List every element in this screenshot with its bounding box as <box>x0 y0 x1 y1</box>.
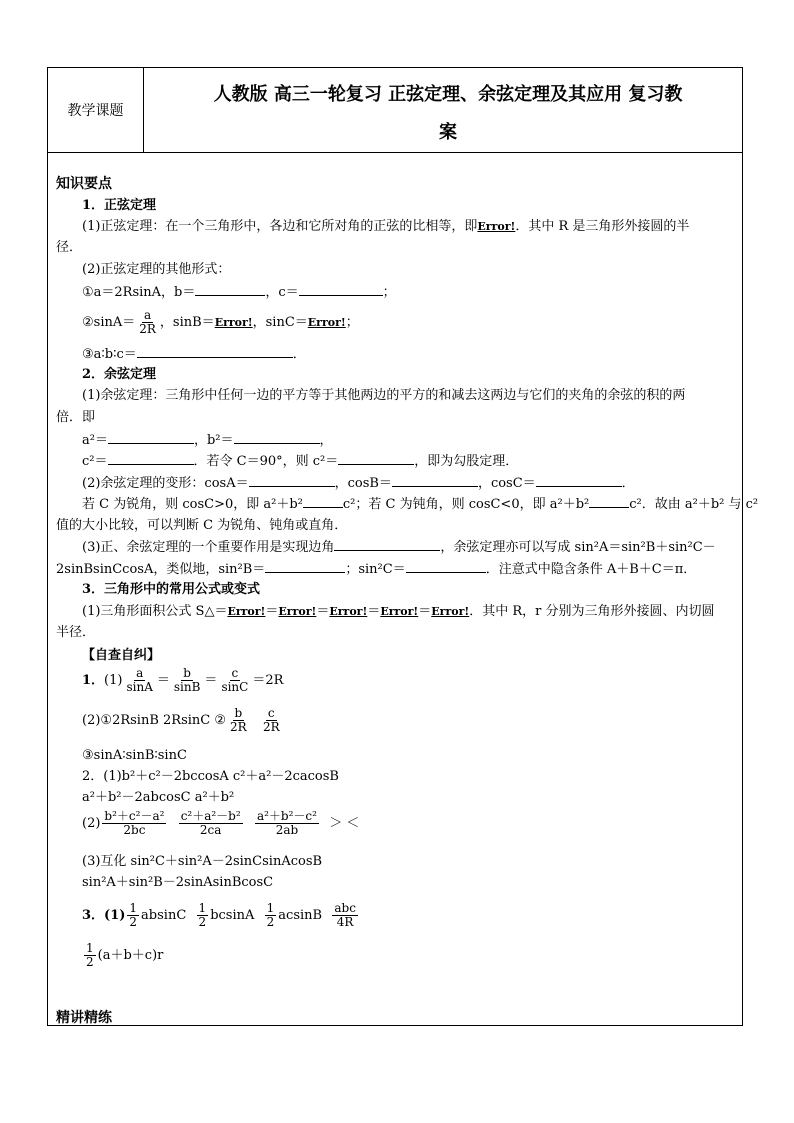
s1-line-2: 径． <box>56 240 83 255</box>
fraction: $\frac{1}{2}$ <box>198 901 207 929</box>
s2-line-7: 值的大小比较，可以判断 C 为锐角、钝角或直角． <box>56 518 348 533</box>
fraction: $\frac{\text{b²＋c²－a²}}{2bc}$ <box>104 809 165 837</box>
s1-line-3: (2)正弦定理的其他形式： <box>82 262 231 277</box>
fraction: $\frac{\text{a²＋b²－c²}}{2ab}$ <box>256 809 317 837</box>
blank <box>406 559 486 573</box>
s1-line-4: ①a＝2RsinA，b＝ ，c＝ ； <box>82 282 786 303</box>
s2-title: 2．余弦定理 <box>82 367 157 382</box>
fraction: $\frac{1}{2}$ <box>266 901 275 929</box>
blank <box>589 494 629 508</box>
s1-title: 1．正弦定理 <box>82 198 157 213</box>
s3-line-2: 半径． <box>56 625 96 640</box>
blank <box>303 494 343 508</box>
s3-line-1: (1)三角形面积公式 S△＝Error!＝Error!＝Error!＝Error!＝Error!．其中 R，r 分别为三角形外接圆、内切圆 <box>82 604 715 619</box>
blank <box>137 344 293 358</box>
blank <box>392 473 478 487</box>
blank <box>536 473 622 487</box>
answer-1-line-3: ③sinA∶sinB∶sinC <box>82 748 187 763</box>
s1-line-6: ③a∶b∶c＝ ． <box>82 344 786 365</box>
blank <box>265 559 345 573</box>
blank <box>195 282 265 296</box>
blank <box>334 537 440 551</box>
answer-1-line-2: (2)①2RsinB 2RsinC ② $\frac{b}{2R}$ $\frac{c}{2R}$ <box>82 706 280 734</box>
s2-line-6: 若 C 为锐角，则 cosC>0，即 a²＋b² c²；若 C 为钝角，则 cosC<0，即 a²＋b² c²．故由 a²＋b² 与 c² <box>82 494 786 515</box>
blank <box>299 282 383 296</box>
fraction: $\frac{1}{2}$ <box>86 941 94 969</box>
answer-1-line-1: 1．(1) $\frac{a}{\sin A}$ ＝ $\frac{b}{\sin B}$ ＝ $\frac{c}{\sin C}$ ＝2R <box>82 666 284 694</box>
blank <box>338 451 414 465</box>
fraction: $\frac{b}{\sin B}$ <box>173 666 201 694</box>
s1-line-1: (1)正弦定理：在一个三角形中，各边和它所对角的正弦的比相等，即Error!．其中 R 是三角形外接圆的半 <box>82 219 690 234</box>
answer-2-line-2: a²＋b²－2abcosC a²＋b² <box>82 790 235 805</box>
answer-3-line-2: $\frac{1}{2}$ (a＋b＋c)r <box>86 941 164 969</box>
answer-2-line-3: (2) $\frac{\text{b²＋c²－a²}}{2bc}$ $\frac{\text{c²＋a²－b²}}{2ca}$ $\frac{\text{a²＋b²－c²}}{2ab}$ ＞ ＜ <box>82 809 360 837</box>
answer-3-line-1: 3．(1) $\frac{1}{2}$ absinC $\frac{1}{2}$ bcsinA $\frac{1}{2}$ acsinB $\frac{\text{abc}}{4R}$ <box>82 901 356 929</box>
s2-line-8: (3)正、余弦定理的一个重要作用是实现边角 ，余弦定理亦可以写成 sin²A＝sin²B＋sin²C－ <box>82 537 786 558</box>
answer-2-line-1: 2．(1)b²＋c²－2bccosA c²＋a²－2cacosB <box>82 769 339 784</box>
fraction: $\frac{c}{2R}$ <box>262 706 280 734</box>
answer-2-line-4: (3)互化 sin²C＋sin²A－2sinCsinAcosB <box>82 854 323 869</box>
blank <box>108 430 194 444</box>
fraction-a-over-2R: $\frac{a}{2R}$ <box>139 308 156 336</box>
answer-2-line-5: sin²A＋sin²B－2sinAsinBcosC <box>82 875 274 890</box>
s2-line-4: c²＝ ．若令 C＝90°，则 c²＝ ，即为勾股定理． <box>82 451 786 472</box>
s2-line-3: a²＝ ，b²＝ ， <box>82 430 786 451</box>
blank <box>234 430 320 444</box>
blank <box>108 451 194 465</box>
section-heading-practice: 精讲精练 <box>56 1010 112 1026</box>
header-row <box>48 68 742 153</box>
error-ref: Error! <box>477 220 516 233</box>
document-title <box>163 76 733 152</box>
fraction: $\frac{\text{abc}}{4R}$ <box>334 901 356 929</box>
s2-line-1: (1)余弦定理：三角形中任何一边的平方等于其他两边的平方的和减去这两边与它们的夹角的余弦的积的两 <box>82 388 686 403</box>
s2-line-9: 2sinBsinCcosA，类似地，sin²B＝ ；sin²C＝ ．注意式中隐含条件 A＋B＋C＝π． <box>56 559 786 580</box>
title-line-2: 案 <box>439 122 457 143</box>
blank <box>249 473 335 487</box>
fraction: $\frac{a}{\sin A}$ <box>126 666 153 694</box>
section-heading-knowledge: 知识要点 <box>56 176 112 192</box>
s3-title: 3．三角形中的常用公式或变式 <box>82 582 261 597</box>
fraction: $\frac{1}{2}$ <box>129 901 138 929</box>
s1-line-5: ②sinA＝ $\frac{a}{2R}$ ，sinB＝Error!，sinC＝Error!； <box>82 308 359 336</box>
topic-label: 教学课题 <box>48 68 144 152</box>
fraction: $\frac{c}{\sin C}$ <box>221 666 249 694</box>
fraction: $\frac{\text{c²＋a²－b²}}{2ca}$ <box>180 809 241 837</box>
title-line-1: 人教版 高三一轮复习 正弦定理、余弦定理及其应用 复习教 <box>213 84 683 105</box>
fraction: $\frac{b}{2R}$ <box>230 706 247 734</box>
s2-line-2: 倍．即 <box>56 410 96 425</box>
self-check-heading: 【自查自纠】 <box>82 648 161 663</box>
s2-line-5: (2)余弦定理的变形：cosA＝ ，cosB＝ ，cosC＝ ． <box>82 473 786 494</box>
